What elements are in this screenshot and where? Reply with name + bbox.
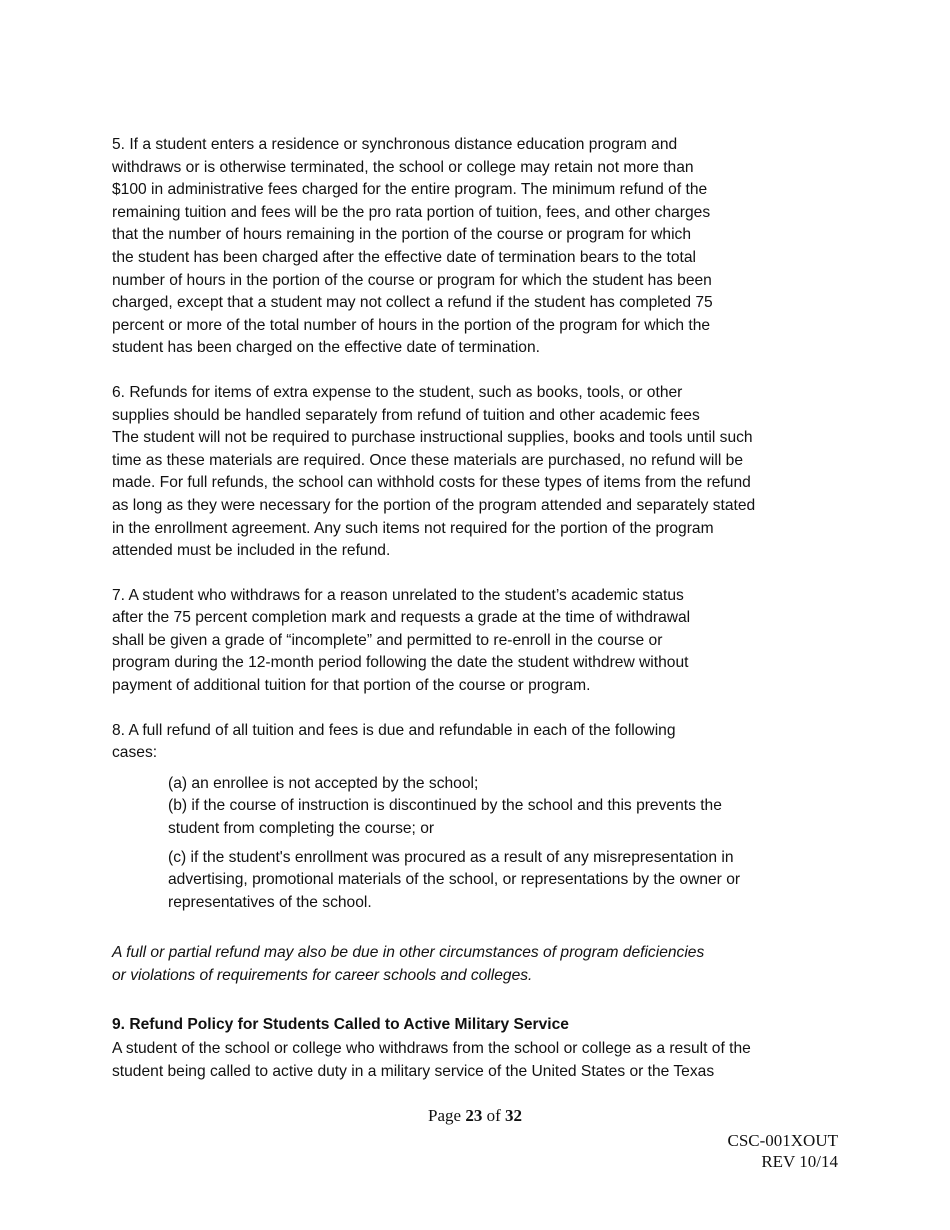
text-line: after the 75 percent completion mark and requests a grade at the time of withdrawal bbox=[112, 609, 691, 627]
text-line: remaining tuition and fees will be the pro rata portion of tuition, fees, and other charges bbox=[112, 203, 711, 221]
text-line: A full or partial refund may also be due in other circumstances of program deficiencies bbox=[112, 944, 705, 962]
text-line: (b) if the course of instruction is discontinued by the school and this prevents the bbox=[168, 797, 722, 815]
refund-note bbox=[112, 942, 832, 987]
text-line: student being called to active duty in a military service of the United States or the Texas bbox=[112, 1062, 715, 1080]
text-line: (c) if the student's enrollment was procured as a result of any misrepresentation in bbox=[168, 848, 734, 866]
paragraph-9 bbox=[112, 1038, 832, 1083]
form-code: CSC-001XOUT bbox=[727, 1131, 838, 1150]
text-line: 6. Refunds for items of extra expense to the student, such as books, tools, or other bbox=[112, 383, 683, 401]
revision: REV 10/14 bbox=[761, 1152, 838, 1171]
page-number: 23 bbox=[465, 1106, 483, 1125]
text-line: as long as they were necessary for the portion of the program attended and separately stated bbox=[112, 496, 756, 514]
text-line: 8. A full refund of all tuition and fees is due and refundable in each of the following bbox=[112, 721, 676, 739]
list-item bbox=[168, 773, 832, 796]
text-line: in the enrollment agreement. Any such items not required for the portion of the program bbox=[112, 519, 714, 537]
section-9-heading: 9. Refund Policy for Students Called to Active Military Service bbox=[112, 1015, 569, 1033]
text-line: student has been charged on the effective date of termination. bbox=[112, 339, 540, 357]
page-total: 32 bbox=[504, 1106, 522, 1125]
list-item bbox=[168, 847, 832, 915]
page-footer bbox=[0, 1106, 950, 1126]
text-line: shall be given a grade of “incomplete” and permitted to re-enroll in the course or bbox=[112, 631, 663, 649]
paragraph-6 bbox=[112, 382, 832, 563]
text-line: that the number of hours remaining in the portion of the course or program for which bbox=[112, 226, 692, 244]
text-line: percent or more of the total number of hours in the portion of the program for which the bbox=[112, 316, 711, 334]
text-line: made. For full refunds, the school can withhold costs for these types of items from the refund bbox=[112, 474, 751, 492]
text-line: cases: bbox=[112, 744, 158, 762]
text-line: number of hours in the portion of the course or program for which the student has been bbox=[112, 271, 712, 289]
document-body bbox=[112, 134, 832, 1105]
text-line: time as these materials are required. Once these materials are purchased, no refund will be bbox=[112, 451, 743, 469]
list-item bbox=[168, 795, 832, 840]
text-line: supplies should be handled separately from refund of tuition and other academic fees bbox=[112, 406, 700, 424]
text-line: the student has been charged after the effective date of termination bears to the total bbox=[112, 248, 696, 266]
text-line: The student will not be required to purchase instructional supplies, books and tools until such bbox=[112, 429, 753, 447]
of-label: of bbox=[486, 1106, 501, 1125]
text-line: or violations of requirements for career schools and colleges. bbox=[112, 967, 533, 984]
text-line: 7. A student who withdraws for a reason unrelated to the student’s academic status bbox=[112, 586, 684, 604]
refund-cases-list bbox=[168, 773, 832, 915]
text-line: advertising, promotional materials of the school, or representations by the owner or bbox=[168, 871, 741, 889]
paragraph-5 bbox=[112, 134, 832, 360]
text-line: 5. If a student enters a residence or synchronous distance education program and bbox=[112, 136, 678, 153]
text-line: attended must be included in the refund. bbox=[112, 542, 391, 560]
text-line: withdraws or is otherwise terminated, the school or college may retain not more than bbox=[112, 158, 694, 176]
text-line: A student of the school or college who withdraws from the school or college as a result of the bbox=[112, 1040, 751, 1058]
text-line: charged, except that a student may not collect a refund if the student has completed 75 bbox=[112, 294, 713, 312]
text-line: payment of additional tuition for that portion of the course or program. bbox=[112, 677, 591, 695]
form-code-block bbox=[727, 1130, 838, 1172]
text-line: (a) an enrollee is not accepted by the school; bbox=[168, 774, 479, 792]
paragraph-7 bbox=[112, 585, 832, 698]
text-line: program during the 12-month period following the date the student withdrew without bbox=[112, 654, 689, 672]
text-line: $100 in administrative fees charged for the entire program. The minimum refund of the bbox=[112, 181, 708, 199]
paragraph-8 bbox=[112, 720, 832, 765]
text-line: student from completing the course; or bbox=[168, 820, 435, 838]
text-line: representatives of the school. bbox=[168, 893, 372, 911]
page-label: Page bbox=[428, 1106, 462, 1125]
